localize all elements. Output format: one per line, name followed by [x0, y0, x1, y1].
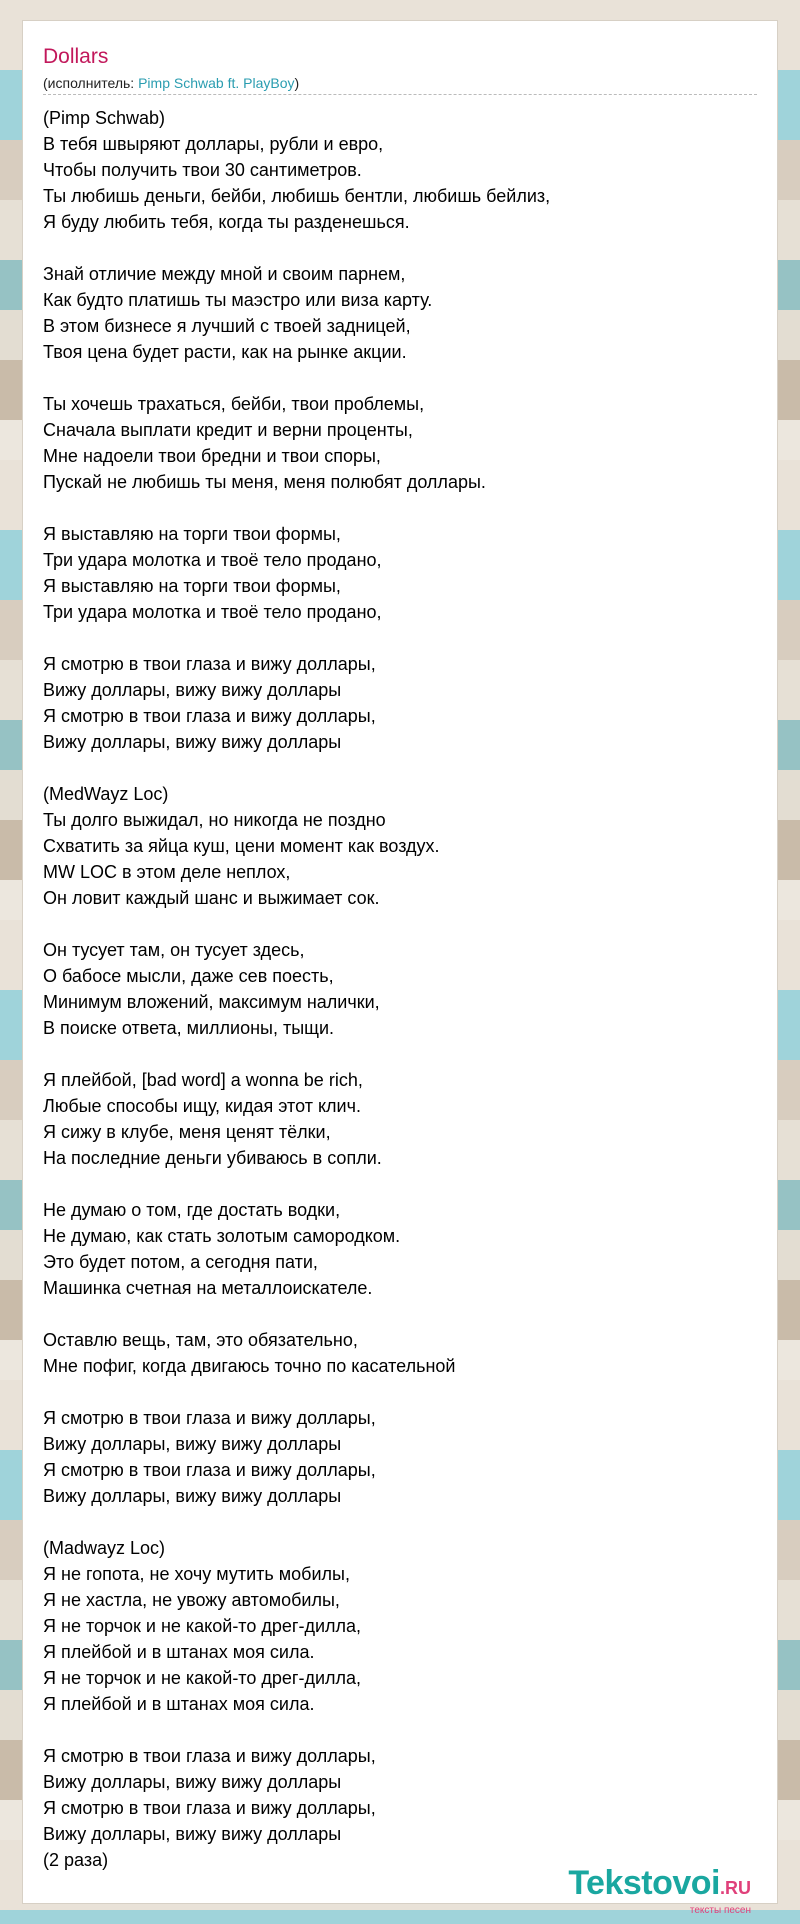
- lyric-line: Это будет потом, а сегодня пати,: [43, 1252, 318, 1272]
- stanza-gap: [43, 1509, 743, 1535]
- lyric-line: Мне надоели твои бредни и твои споры,: [43, 446, 381, 466]
- lyrics-text: [43, 105, 743, 1873]
- performer-suffix: ): [294, 75, 300, 91]
- lyric-line: Вижу доллары, вижу вижу доллары: [43, 1486, 342, 1506]
- lyric-line: Я сижу в клубе, меня ценят тёлки,: [43, 1122, 331, 1142]
- lyric-line: Я не торчок и не какой-то дрег-дилла,: [43, 1616, 362, 1636]
- lyric-line: Не думаю о том, где достать водки,: [43, 1200, 341, 1220]
- lyric-line: Три удара молотка и твоё тело продано,: [43, 602, 382, 622]
- lyric-line: В тебя швыряют доллары, рубли и евро,: [43, 134, 384, 154]
- site-logo[interactable]: [568, 1864, 751, 1916]
- lyric-line: Вижу доллары, вижу вижу доллары: [43, 680, 342, 700]
- lyric-line: Я не торчок и не какой-то дрег-дилла,: [43, 1668, 362, 1688]
- lyric-line: Вижу доллары, вижу вижу доллары: [43, 732, 342, 752]
- stanza-gap: [43, 235, 743, 261]
- lyric-line: Я буду любить тебя, когда ты разденешься.: [43, 212, 410, 232]
- stanza-gap: [43, 755, 743, 781]
- stanza-gap: [43, 1717, 743, 1743]
- lyric-line: Не думаю, как стать золотым самородком.: [43, 1226, 401, 1246]
- lyric-line: Минимум вложений, максимум налички,: [43, 992, 380, 1012]
- stanza-gap: [43, 625, 743, 651]
- lyric-line: Я плейбой и в штанах моя сила.: [43, 1642, 315, 1662]
- lyric-line: Твоя цена будет расти, как на рынке акции.: [43, 342, 407, 362]
- lyric-line: Я смотрю в твои глаза и вижу доллары,: [43, 654, 376, 674]
- stanza-gap: [43, 1379, 743, 1405]
- lyric-line: О бабосе мысли, даже сев поесть,: [43, 966, 334, 986]
- logo-suffix: .RU: [720, 1878, 751, 1898]
- lyric-line: Я смотрю в твои глаза и вижу доллары,: [43, 1798, 376, 1818]
- lyric-line: Чтобы получить твои 30 сантиметров.: [43, 160, 362, 180]
- lyric-line: Ты хочешь трахаться, бейби, твои проблемы,: [43, 394, 425, 414]
- performer-prefix: (исполнитель:: [43, 75, 139, 91]
- stanza-gap: [43, 365, 743, 391]
- stanza-gap: [43, 1171, 743, 1197]
- lyric-line: В поиске ответа, миллионы, тыщи.: [43, 1018, 335, 1038]
- lyric-line: Вижу доллары, вижу вижу доллары: [43, 1772, 342, 1792]
- lyric-line: (2 раза): [43, 1850, 109, 1870]
- lyric-line: Любые способы ищу, кидая этот клич.: [43, 1096, 361, 1116]
- lyric-line: Оставлю вещь, там, это обязательно,: [43, 1330, 358, 1350]
- lyric-line: Вижу доллары, вижу вижу доллары: [43, 1824, 342, 1844]
- lyric-line: Он ловит каждый шанс и выжимает сок.: [43, 888, 380, 908]
- lyric-line: В этом бизнесе я лучший с твоей задницей,: [43, 316, 411, 336]
- lyric-line: Схватить за яйца куш, цени момент как воздух.: [43, 836, 440, 856]
- lyric-line: (Pimp Schwab): [43, 108, 166, 128]
- lyric-line: Три удара молотка и твоё тело продано,: [43, 550, 382, 570]
- lyrics-page: [22, 20, 778, 1916]
- performer-line: [43, 75, 299, 91]
- lyric-line: MW LOC в этом деле неплох,: [43, 862, 291, 882]
- lyric-line: На последние деньги убиваюсь в сопли.: [43, 1148, 382, 1168]
- lyric-line: Я выставляю на торги твои формы,: [43, 524, 341, 544]
- lyric-line: Я смотрю в твои глаза и вижу доллары,: [43, 1746, 376, 1766]
- lyric-line: Я плейбой, [bad word] a wonna be rich,: [43, 1070, 363, 1090]
- logo-tagline: тексты песен: [689, 1905, 751, 1916]
- lyric-line: Я смотрю в твои глаза и вижу доллары,: [43, 706, 376, 726]
- lyric-line: Я смотрю в твои глаза и вижу доллары,: [43, 1460, 376, 1480]
- stanza-gap: [43, 1041, 743, 1067]
- logo-wordmark: Tekstovoi: [568, 1864, 720, 1902]
- lyric-line: Ты долго выжидал, но никогда не поздно: [43, 810, 386, 830]
- lyric-line: Пускай не любишь ты меня, меня полюбят доллары.: [43, 472, 486, 492]
- lyric-line: Я смотрю в твои глаза и вижу доллары,: [43, 1408, 376, 1428]
- lyric-line: Мне пофиг, когда двигаюсь точно по касательной: [43, 1356, 456, 1376]
- lyric-line: (Madwayz Loc): [43, 1538, 166, 1558]
- lyric-line: (MedWayz Loc): [43, 784, 169, 804]
- lyric-line: Как будто платишь ты маэстро или виза карту.: [43, 290, 433, 310]
- lyric-line: Я выставляю на торги твои формы,: [43, 576, 341, 596]
- stanza-gap: [43, 495, 743, 521]
- lyric-line: Я плейбой и в штанах моя сила.: [43, 1694, 315, 1714]
- lyric-line: Знай отличие между мной и своим парнем,: [43, 264, 406, 284]
- title-divider: [43, 94, 757, 95]
- song-title: Dollars: [43, 45, 109, 68]
- stanza-gap: [43, 911, 743, 937]
- lyric-line: Сначала выплати кредит и верни проценты,: [43, 420, 413, 440]
- lyric-line: Вижу доллары, вижу вижу доллары: [43, 1434, 342, 1454]
- stanza-gap: [43, 1301, 743, 1327]
- performer-link[interactable]: Pimp Schwab ft. PlayBoy: [138, 75, 295, 91]
- lyric-line: Я не хастла, не увожу автомобилы,: [43, 1590, 340, 1610]
- lyric-line: Я не гопота, не хочу мутить мобилы,: [43, 1564, 350, 1584]
- lyric-line: Он тусует там, он тусует здесь,: [43, 940, 305, 960]
- lyric-line: Машинка счетная на металлоискателе.: [43, 1278, 373, 1298]
- lyric-line: Ты любишь деньги, бейби, любишь бентли, любишь бейлиз,: [43, 186, 551, 206]
